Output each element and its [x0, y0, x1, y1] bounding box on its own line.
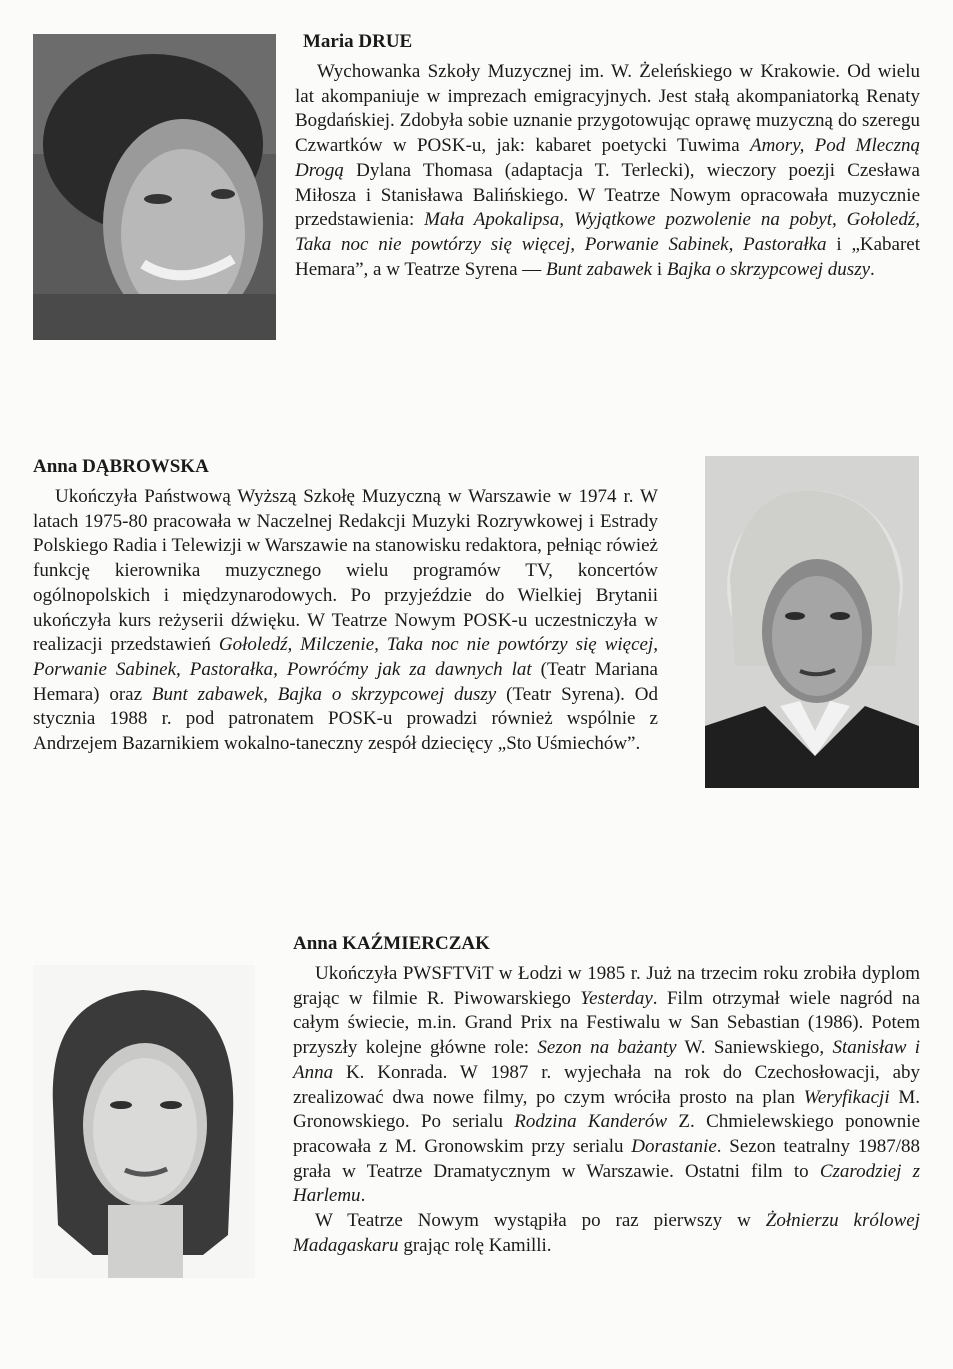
text-run: grając rolę Kamilli. [398, 1234, 552, 1256]
text-run: (Teatr Mariana Hemara) oraz [33, 658, 658, 705]
person-name: Maria DRUE [303, 31, 413, 52]
italic-title: Rodzina Kanderów [514, 1111, 668, 1133]
person-name: Anna KAŹMIERCZAK [293, 933, 490, 954]
italic-title: Yesterday [580, 987, 653, 1009]
text-run: Ukończyła Państwową Wyższą Szkołę Muzyczną w Warszawie w 1974 r. W latach 1975-80 pracowała w Naczelnej Redakcji Muzyki Rozrywkowej i Estrady Polskiego Radia i Telewizji w Warszawie na stanowisku redaktora, pełniąc rówież funkcję kierownika muzycznego wielu programów TV, koncertów ogólnopolskich i międzynarodowych. Po przyjeździe do Wielkiej Brytanii ukończyła kurs reżyserii dźwięku. W Teatrze Nowym POSK-u uczestniczyła w realizacji przedstawień [33, 486, 658, 656]
photo-maria-drue [33, 34, 276, 340]
bio-paragraph [293, 1209, 920, 1258]
text-run: (Teatr Syrena). Od stycznia 1988 r. pod patronatem POSK-u prowadzi również wspólnie z Andrzejem Bazarnikiem wokalno-taneczny zespół dziecięcy „Sto Uśmiechów”. [33, 683, 659, 755]
text-run: M. Gronowskiego. Po serialu [293, 1086, 920, 1133]
text-run: W. Saniewskiego, [676, 1037, 833, 1059]
bio-anna-kazmierczak [293, 932, 920, 1258]
italic-title: Bajka o skrzypcowej duszy [666, 258, 871, 280]
bio-maria-drue [295, 30, 920, 282]
bio-paragraph [33, 485, 658, 757]
italic-title: Żołnierzu królowej Madagaskaru [293, 1210, 921, 1256]
italic-title: Dorastanie [631, 1135, 717, 1157]
text-run: Wychowanka Szkoły Muzycznej im. W. Żeleńskiego w Krakowie. Od wielu lat akompaniuje w imprezach emigracyjnych. Jest stałą akompaniatorką Renaty Bogdańskiej. Zdobyła sobie uznanie przygotowując oprawę muzyczną do szeregu Czwartków w POSK-u, jak: kabaret poetycki Tuwima [295, 61, 920, 157]
italic-title: Czarodziej z Harlemu [293, 1160, 921, 1207]
italic-title: Bunt zabawek [546, 258, 653, 280]
bio-text [295, 60, 920, 282]
bio-text [293, 962, 920, 1258]
text-run: Ukończyła PWSFTViT w Łodzi w 1985 r. Już na trzecim roku zrobiła dyplom grając w filmie R. Piwowarskiego [293, 963, 920, 1009]
portrait-dark-haired-woman-icon [33, 965, 255, 1278]
italic-title: Amory, Pod Mleczną Drogą [295, 135, 920, 181]
italic-title: Stanisław i Anna [293, 1037, 920, 1083]
bio-paragraph [293, 962, 920, 1209]
text-run: Dylana Thomasa (adaptacja T. Terlecki), wieczory poezji Czesława Miłosza i Stanisława Balińskiego. W Teatrze Nowym opracowała muzycznie przedstawienia: [295, 159, 920, 231]
text-run: . Sezon teatralny 1987/88 grała w Teatrze Dramatycznym w Warszawie. Ostatni film to [293, 1135, 920, 1182]
text-run: K. Konrada. W 1987 r. wyjechała na rok do Czechosłowacji, aby zrealizować dwa nowe filmy, po czym wróciła prosto na plan [293, 1061, 920, 1108]
photo-anna-dabrowska [705, 456, 919, 788]
bio-text [33, 485, 658, 757]
text-run: W Teatrze Nowym wystąpiła po raz pierwszy w [315, 1210, 766, 1232]
italic-title: Bunt zabawek, Bajka o skrzypcowej duszy [151, 683, 497, 705]
portrait-smiling-woman-icon [33, 34, 276, 340]
italic-title: Gołoledź, Milczenie, Taka noc nie powtórzy się więcej, Porwanie Sabinek, Pastorałka, Powróćmy jak za dawnych lat [33, 634, 658, 680]
text-run: . [360, 1185, 366, 1207]
italic-title: Weryfikacji [803, 1086, 890, 1108]
bio-anna-dabrowska [33, 455, 658, 757]
italic-title: Mała Apokalipsa, Wyjątkowe pozwolenie na pobyt, Gołoledź, Taka noc nie powtórzy się więcej, Porwanie Sabinek, Pastorałka [295, 209, 920, 255]
person-name: Anna DĄBROWSKA [33, 456, 209, 477]
text-run: . Film otrzymał wiele nagród na całym świecie, m.in. Grand Prix na Festiwalu w San Sebastian (1986). Potem przyszły kolejne główne role: [293, 987, 920, 1059]
italic-title: Sezon na bażanty [537, 1037, 677, 1059]
photo-anna-kazmierczak [33, 965, 255, 1278]
portrait-blonde-woman-icon [705, 456, 919, 788]
text-run: Z. Chmielewskiego ponownie pracowała z M. Gronowskim przy serialu [293, 1111, 921, 1157]
bio-paragraph [295, 60, 920, 282]
text-run: i [652, 258, 667, 280]
text-run: . [870, 258, 875, 280]
text-run: i „Kabaret Hemara”, a w Teatrze Syrena — [295, 233, 921, 280]
